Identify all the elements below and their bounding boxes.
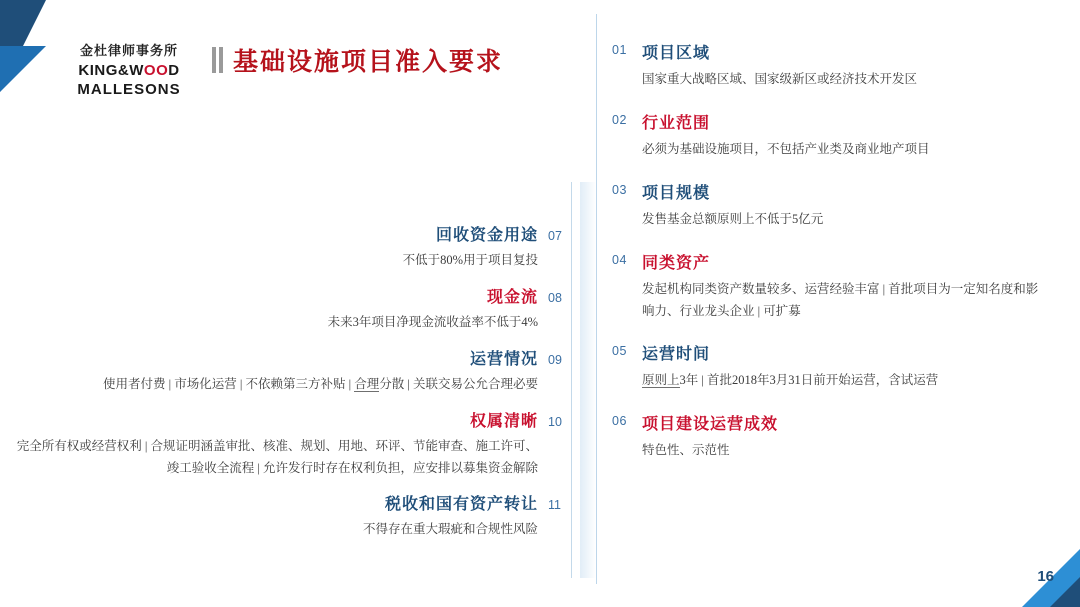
brand-name-cn: 金杜律师事务所: [79, 43, 178, 58]
item-description: [14, 374, 570, 396]
item-description: 必须为基础设施项目，不包括产业类及商业地产项目: [642, 141, 930, 156]
item-description: 完全所有权或经营权利 | 合规证明涵盖审批、核准、规划、用地、环评、节能审查、施工许可、竣工验收全流程 | 允许发行时存在权利负担，应安排以募集资金解除: [16, 438, 538, 475]
list-item: [612, 341, 1042, 392]
item-number: 02: [612, 112, 627, 127]
item-description: 不得存在重大瑕疵和合规性风险: [362, 522, 538, 537]
item-number: 08: [548, 290, 562, 305]
item-heading: 运营情况: [469, 350, 538, 368]
item-description: 发售基金总额原则上不低于5亿元: [642, 211, 824, 226]
item-description: 特色性、示范性: [642, 443, 730, 458]
item-description: 未来3年项目净现金流收益率不低于4%: [327, 314, 538, 329]
item-description-rest: 3年 | 首批2018年3月31日前开始运营，含试运营: [679, 373, 939, 388]
list-item: [612, 411, 1042, 462]
list-item: [14, 284, 570, 334]
item-heading: 回收资金用途: [435, 227, 538, 244]
item-number: 05: [612, 344, 627, 359]
left-section-gradient: [580, 182, 596, 578]
list-item: [14, 408, 570, 480]
item-number: 09: [548, 352, 562, 367]
item-number: 07: [548, 229, 562, 243]
list-item: [14, 346, 570, 396]
page-number: 16: [1037, 568, 1054, 585]
item-heading: 项目规模: [642, 184, 711, 202]
item-number: 11: [548, 498, 561, 513]
item-heading: 税收和国有资产转让: [384, 496, 538, 514]
brand-logo: [54, 40, 204, 98]
item-number: 10: [548, 414, 562, 429]
item-number: 01: [612, 43, 627, 57]
item-number: 03: [612, 182, 627, 197]
list-item: [612, 180, 1042, 231]
brand-name-en-line1: [78, 62, 179, 79]
item-heading: 项目区域: [642, 45, 711, 62]
item-description-a: 使用者付费 | 市场化运营 | 不依赖第三方补贴 |: [102, 376, 355, 391]
brand-name-en-line2: MALLESONS: [77, 81, 181, 98]
requirements-list-right: [612, 40, 1042, 481]
item-description: [642, 370, 1042, 392]
list-item: [612, 40, 1042, 91]
brand-en-oo: OO: [143, 62, 169, 79]
vertical-divider: [596, 14, 597, 584]
item-heading: 运营时间: [642, 346, 711, 364]
list-item: [14, 491, 570, 541]
corner-decoration-top-left-accent: [0, 46, 46, 92]
item-heading: 现金流: [486, 288, 538, 306]
brand-en-a: KING&W: [78, 62, 144, 79]
item-description-underlined: 原则上: [642, 373, 680, 388]
list-item: [612, 250, 1042, 323]
item-heading: 项目建设运营成效: [642, 416, 779, 434]
item-heading: 权属清晰: [469, 412, 538, 430]
page-title: [212, 42, 503, 78]
item-number: 04: [612, 252, 627, 267]
list-item: [612, 110, 1042, 161]
left-section-rule: [571, 182, 572, 578]
list-item: [14, 222, 570, 272]
item-number: 06: [612, 414, 627, 429]
item-heading: 同类资产: [642, 254, 711, 272]
item-heading: 行业范围: [642, 114, 711, 132]
page-title-text: 基础设施项目准入要求: [233, 49, 504, 76]
item-description-b: 分散 | 关联交易公允合理必要: [379, 376, 538, 391]
requirements-list-left: [14, 222, 570, 553]
brand-en-b: D: [168, 62, 180, 79]
item-description-underlined: 合理: [354, 376, 380, 391]
item-description: 国家重大战略区域、国家级新区或经济技术开发区: [642, 72, 918, 86]
item-description: 不低于80%用于项目复投: [402, 253, 538, 267]
item-description: 发起机构同类资产数量较多、运营经验丰富 | 首批项目为一定知名度和影响力、行业龙头企业 | 可扩募: [642, 281, 1039, 318]
title-marker-icon: [212, 47, 223, 73]
